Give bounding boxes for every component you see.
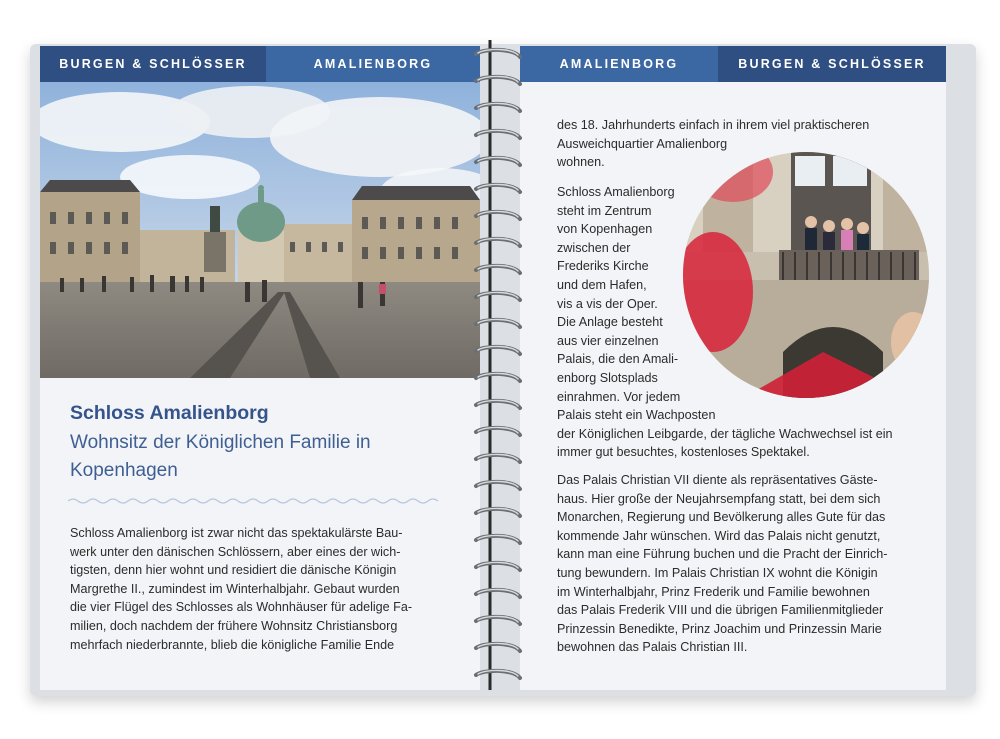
body-line: steht im Zentrum (557, 203, 652, 218)
body-line: mehrfach niederbrannte, blieb die königliche Familie Ende (70, 637, 395, 652)
body-line: Das Palais Christian VII diente als repräsentatives Gäste- (557, 473, 878, 487)
body-line: der Königlichen Leibgarde, der tägliche Wachwechsel ist ein (557, 426, 893, 441)
body-line: von Kopenhagen (557, 222, 653, 237)
body-line: werk unter den dänischen Schlössern, aber eines der wich- (70, 544, 401, 559)
body-line: Schloss Amalienborg ist zwar nicht das spektakulärste Bau- (70, 526, 403, 540)
body-line: bewohnen das Palais Christian III. (557, 640, 748, 655)
spiral-binding (470, 40, 530, 690)
body-line: Frederiks Kirche (557, 259, 649, 274)
right-paragraph-three (557, 471, 946, 657)
body-line: milien, doch nachdem der frühere Wohnsitz Christiansborg (70, 618, 398, 633)
right-header-section: BURGEN & SCHLÖSSER (718, 46, 946, 82)
body-line: enborg Slotsplads (557, 370, 658, 385)
body-line: und dem Hafen, (557, 277, 647, 292)
body-line: haus. Hier große der Neujahrsempfang statt, bei dem sich (557, 491, 881, 506)
body-line: tigsten, denn hier wohnt und residiert die dänische Königin (70, 563, 397, 578)
body-line: kommende Jahr wünschen. Wird das Palais nicht genutzt, (557, 528, 881, 543)
right-wrap-text (557, 183, 946, 462)
body-line: vis a vis der Oper. (557, 296, 658, 311)
body-line: Palais steht ein Wachposten (557, 408, 716, 423)
body-line: wohnen. (557, 155, 605, 170)
body-line: Palais, die den Amali- (557, 352, 679, 367)
left-body-text (70, 524, 470, 654)
body-line: Schloss Amalienborg (557, 185, 675, 199)
right-intro-text (557, 116, 937, 172)
body-line: die vier Flügel des Schlosses als Wohnhäuser für adelige Fa- (70, 600, 413, 615)
body-line: zwischen der (557, 240, 631, 255)
amalienborg-square-photo (40, 82, 480, 378)
article-title: Schloss Amalienborg (70, 402, 269, 424)
left-header-topic: AMALIENBORG (266, 46, 480, 82)
body-line: im Winterhalbjahr, Prinz Frederik und Familie bewohnen (557, 584, 870, 599)
body-line: einrahmen. Vor jedem (557, 389, 681, 404)
body-line: Monarchen, Regierung und Bevölkerung alles Gute für das (557, 510, 886, 525)
right-page (520, 46, 946, 690)
left-header-section: BURGEN & SCHLÖSSER (40, 46, 266, 82)
decorative-wave-divider (68, 496, 443, 506)
body-line: Ausweichquartier Amalienborg (557, 136, 728, 151)
body-line: Margrethe II., zumindest im Winterhalbjahr. Gebaut wurden (70, 581, 400, 596)
left-page (40, 46, 480, 690)
body-line: immer gut besuchtes, kostenloses Spektakel. (557, 445, 810, 460)
body-line: Prinzessin Benedikte, Prinz Joachim und Prinzessin Marie (557, 621, 882, 636)
right-header-topic: AMALIENBORG (520, 46, 718, 82)
body-line: tung bewundern. Im Palais Christian IX wohnt die Königin (557, 565, 878, 580)
article-subtitle: Wohnsitz der Königlichen Familie in Kopenhagen (70, 432, 371, 481)
body-line: Die Anlage besteht (557, 315, 663, 330)
body-line: das Palais Frederik VIII und die übrigen Familienmitglieder (557, 603, 884, 618)
body-line: des 18. Jahrhunderts einfach in ihrem viel praktischeren (557, 118, 870, 132)
body-line: kann man eine Führung buchen und die Pracht der Einrich- (557, 547, 888, 562)
body-line: aus vier einzelnen (557, 333, 659, 348)
